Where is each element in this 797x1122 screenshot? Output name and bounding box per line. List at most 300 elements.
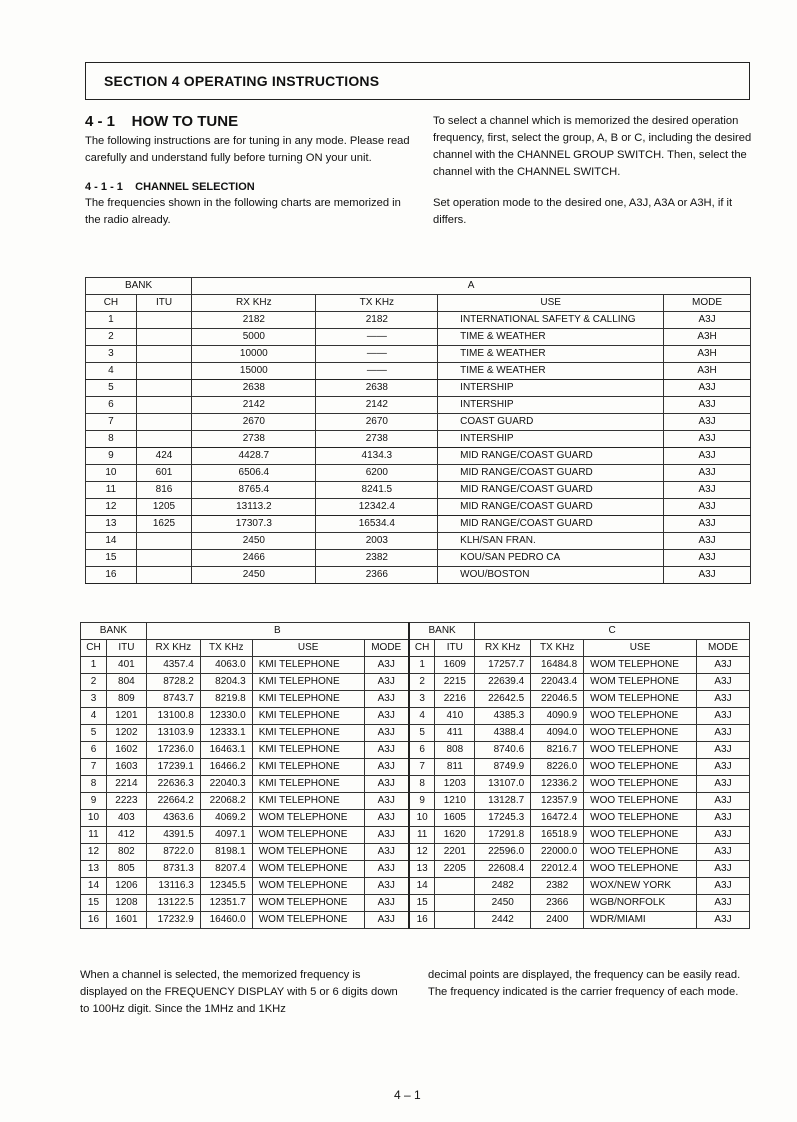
tx-khz-cell: 2142: [316, 397, 438, 414]
itu-cell: 1202: [106, 725, 146, 742]
rx-khz-cell: 17307.3: [192, 516, 316, 533]
use-cell: WOU/BOSTON: [438, 567, 664, 584]
tx-khz-cell: 22040.3: [200, 776, 252, 793]
use-cell: MID RANGE/COAST GUARD: [438, 448, 664, 465]
rx-khz-cell: 4385.3: [475, 708, 531, 725]
itu-cell: [136, 533, 191, 550]
mode-cell: A3J: [664, 397, 751, 414]
use-cell: KMI TELEPHONE: [252, 793, 364, 810]
rx-khz-cell: 4388.4: [475, 725, 531, 742]
rx-khz-cell: 2638: [192, 380, 316, 397]
mode-cell: A3J: [664, 414, 751, 431]
rx-khz-cell: 8728.2: [146, 674, 200, 691]
rx-khz-cell: 2442: [475, 912, 531, 929]
itu-cell: 811: [435, 759, 475, 776]
ch-cell: 9: [81, 793, 107, 810]
mode-header: MODE: [364, 640, 409, 657]
use-cell: WOO TELEPHONE: [584, 725, 697, 742]
ch-cell: 9: [86, 448, 137, 465]
rx-khz-cell: 13113.2: [192, 499, 316, 516]
rx-khz-cell: 8765.4: [192, 482, 316, 499]
tx-khz-cell: 22068.2: [200, 793, 252, 810]
itu-cell: 411: [435, 725, 475, 742]
use-cell: KMI TELEPHONE: [252, 759, 364, 776]
use-cell: WOM TELEPHONE: [252, 861, 364, 878]
mode-cell: A3J: [364, 810, 409, 827]
bank-b-name: B: [146, 623, 409, 640]
table-row: [86, 499, 751, 516]
ch-cell: 7: [81, 759, 107, 776]
table-row: [81, 810, 750, 827]
use-cell: MID RANGE/COAST GUARD: [438, 499, 664, 516]
table-row: [86, 346, 751, 363]
itu-cell: 424: [136, 448, 191, 465]
tx-khz-header: TX KHz: [200, 640, 252, 657]
use-cell: WOM TELEPHONE: [252, 878, 364, 895]
itu-cell: 412: [106, 827, 146, 844]
use-header: USE: [438, 295, 664, 312]
mode-cell: A3J: [664, 380, 751, 397]
mode-cell: A3J: [364, 657, 409, 674]
use-cell: WOO TELEPHONE: [584, 776, 697, 793]
tx-khz-cell: 22043.4: [531, 674, 584, 691]
ch-cell: 9: [409, 793, 435, 810]
ch-cell: 4: [86, 363, 137, 380]
ch-cell: 1: [81, 657, 107, 674]
table-row: [86, 329, 751, 346]
table-row: [86, 550, 751, 567]
bank-c-name: C: [475, 623, 750, 640]
ch-cell: 3: [81, 691, 107, 708]
mode-header: MODE: [664, 295, 751, 312]
mode-cell: A3J: [364, 895, 409, 912]
itu-cell: [136, 329, 191, 346]
tx-khz-cell: 4090.9: [531, 708, 584, 725]
table-row: [81, 895, 750, 912]
ch-cell: 11: [86, 482, 137, 499]
bank-a-rows: [86, 312, 751, 584]
rx-khz-cell: 22642.5: [475, 691, 531, 708]
use-header: USE: [252, 640, 364, 657]
table-row: [81, 878, 750, 895]
mode-cell: A3J: [697, 810, 750, 827]
ch-cell: 2: [86, 329, 137, 346]
bank-b-label: BANK: [81, 623, 147, 640]
use-cell: KMI TELEPHONE: [252, 708, 364, 725]
bank-name: A: [192, 278, 751, 295]
table-row: [81, 691, 750, 708]
mode-cell: A3J: [697, 742, 750, 759]
rx-khz-cell: 13103.9: [146, 725, 200, 742]
bank-bc-rows: [81, 657, 750, 929]
itu-cell: [136, 567, 191, 584]
use-cell: INTERSHIP: [438, 397, 664, 414]
rx-khz-cell: 13128.7: [475, 793, 531, 810]
ch-cell: 10: [409, 810, 435, 827]
itu-cell: 805: [106, 861, 146, 878]
bank-label: BANK: [86, 278, 192, 295]
right-column: [433, 113, 753, 229]
tx-khz-cell: 4063.0: [200, 657, 252, 674]
mode-cell: A3J: [364, 912, 409, 929]
ch-cell: 11: [409, 827, 435, 844]
mode-header: MODE: [697, 640, 750, 657]
ch-cell: 8: [409, 776, 435, 793]
rx-khz-cell: 15000: [192, 363, 316, 380]
ch-cell: 12: [86, 499, 137, 516]
table-row: [81, 844, 750, 861]
itu-cell: 1201: [106, 708, 146, 725]
table-row: [86, 465, 751, 482]
itu-cell: [136, 346, 191, 363]
rx-khz-cell: 2450: [192, 533, 316, 550]
itu-cell: [136, 431, 191, 448]
rx-khz-cell: 17257.7: [475, 657, 531, 674]
rx-khz-cell: 22596.0: [475, 844, 531, 861]
mode-cell: A3J: [664, 465, 751, 482]
table-row: [81, 708, 750, 725]
tx-khz-cell: 4094.0: [531, 725, 584, 742]
rx-khz-cell: 4363.6: [146, 810, 200, 827]
tx-khz-cell: 2003: [316, 533, 438, 550]
itu-cell: [136, 380, 191, 397]
mode-cell: A3J: [664, 312, 751, 329]
table-row: [86, 567, 751, 584]
mode-cell: A3J: [364, 759, 409, 776]
use-cell: MID RANGE/COAST GUARD: [438, 482, 664, 499]
itu-cell: 1609: [435, 657, 475, 674]
ch-cell: 6: [81, 742, 107, 759]
rx-khz-cell: 2670: [192, 414, 316, 431]
table-row: [86, 448, 751, 465]
ch-cell: 1: [409, 657, 435, 674]
mode-cell: A3J: [364, 742, 409, 759]
channel-select-paragraph: To select a channel which is memorized the desired operation frequency, first, select the group, A, B or C, including the desired channel with the CHANNEL GROUP SWITCH. Then, select the channel with the CHANNEL SWITCH.: [433, 115, 752, 178]
tx-khz-cell: 8198.1: [200, 844, 252, 861]
itu-cell: 2216: [435, 691, 475, 708]
rx-khz-cell: 2142: [192, 397, 316, 414]
tx-khz-cell: 8204.3: [200, 674, 252, 691]
mode-cell: A3H: [664, 363, 751, 380]
use-cell: WOM TELEPHONE: [252, 844, 364, 861]
mode-cell: A3J: [364, 725, 409, 742]
tx-khz-cell: 2738: [316, 431, 438, 448]
use-cell: TIME & WEATHER: [438, 346, 664, 363]
mode-cell: A3J: [697, 878, 750, 895]
rx-khz-cell: 2182: [192, 312, 316, 329]
itu-cell: 809: [106, 691, 146, 708]
mode-cell: A3J: [697, 827, 750, 844]
tx-khz-cell: 12330.0: [200, 708, 252, 725]
mode-cell: A3J: [364, 878, 409, 895]
ch-cell: 15: [86, 550, 137, 567]
tx-khz-header: TX KHz: [316, 295, 438, 312]
tx-khz-cell: 4069.2: [200, 810, 252, 827]
rx-khz-cell: 8731.3: [146, 861, 200, 878]
rx-khz-cell: 22608.4: [475, 861, 531, 878]
tx-khz-cell: ——: [316, 346, 438, 363]
column-header-row: [86, 295, 751, 312]
table-row: [86, 431, 751, 448]
itu-cell: 808: [435, 742, 475, 759]
ch-header: CH: [81, 640, 107, 657]
tx-khz-cell: 12333.1: [200, 725, 252, 742]
use-cell: TIME & WEATHER: [438, 329, 664, 346]
decimal-points-paragraph: decimal points are displayed, the frequency can be easily read. The frequency indicated is the carrier frequency of each mode.: [428, 969, 741, 998]
use-cell: WOM TELEPHONE: [584, 674, 697, 691]
rx-khz-cell: 17245.3: [475, 810, 531, 827]
mode-cell: A3J: [697, 708, 750, 725]
channel-selection-paragraph: The frequencies shown in the following charts are memorized in the radio already.: [85, 197, 401, 226]
mode-cell: A3J: [364, 793, 409, 810]
mode-cell: A3J: [364, 844, 409, 861]
frequency-display-paragraph: When a channel is selected, the memorized frequency is displayed on the FREQUENCY DISPLAY with 5 or 6 digits down to 100Hz digit. Since the 1MHz and 1KHz: [80, 969, 398, 1015]
use-cell: INTERNATIONAL SAFETY & CALLING: [438, 312, 664, 329]
mode-cell: A3J: [664, 499, 751, 516]
itu-cell: 1625: [136, 516, 191, 533]
tx-khz-cell: 22046.5: [531, 691, 584, 708]
heading-how-to-tune: 4 - 1 HOW TO TUNE: [85, 113, 239, 130]
use-cell: KMI TELEPHONE: [252, 742, 364, 759]
mode-cell: A3J: [697, 895, 750, 912]
use-cell: KMI TELEPHONE: [252, 657, 364, 674]
use-cell: INTERSHIP: [438, 380, 664, 397]
mode-cell: A3J: [664, 431, 751, 448]
section-title: SECTION 4 OPERATING INSTRUCTIONS: [104, 73, 380, 89]
rx-khz-cell: 13100.8: [146, 708, 200, 725]
rx-khz-cell: 17239.1: [146, 759, 200, 776]
table-row: [86, 380, 751, 397]
operation-mode-paragraph: Set operation mode to the desired one, A3J, A3A or A3H, if it differs.: [433, 197, 733, 226]
itu-cell: 2214: [106, 776, 146, 793]
ch-cell: 14: [86, 533, 137, 550]
use-cell: WOO TELEPHONE: [584, 793, 697, 810]
tx-khz-cell: 8207.4: [200, 861, 252, 878]
rx-khz-cell: 13107.0: [475, 776, 531, 793]
itu-header: ITU: [106, 640, 146, 657]
ch-cell: 16: [81, 912, 107, 929]
mode-cell: A3J: [364, 776, 409, 793]
table-row: [81, 742, 750, 759]
itu-cell: 1206: [106, 878, 146, 895]
use-header: USE: [584, 640, 697, 657]
tx-khz-cell: 2670: [316, 414, 438, 431]
tx-khz-cell: 2366: [531, 895, 584, 912]
itu-cell: [136, 363, 191, 380]
ch-cell: 5: [409, 725, 435, 742]
tx-khz-cell: 2366: [316, 567, 438, 584]
use-cell: WOO TELEPHONE: [584, 742, 697, 759]
tx-khz-cell: 12345.5: [200, 878, 252, 895]
mode-cell: A3J: [697, 657, 750, 674]
mode-cell: A3J: [697, 912, 750, 929]
itu-cell: [136, 312, 191, 329]
ch-cell: 15: [81, 895, 107, 912]
ch-cell: 6: [86, 397, 137, 414]
itu-header: ITU: [435, 640, 475, 657]
rx-khz-cell: 17291.8: [475, 827, 531, 844]
mode-cell: A3J: [697, 793, 750, 810]
table-row: [86, 533, 751, 550]
itu-cell: [435, 895, 475, 912]
table-row: [86, 363, 751, 380]
itu-cell: 1210: [435, 793, 475, 810]
ch-header: CH: [409, 640, 435, 657]
ch-cell: 5: [86, 380, 137, 397]
mode-cell: A3J: [664, 448, 751, 465]
rx-khz-cell: 5000: [192, 329, 316, 346]
itu-cell: 1205: [136, 499, 191, 516]
ch-cell: 3: [409, 691, 435, 708]
table-row: [86, 312, 751, 329]
ch-cell: 2: [81, 674, 107, 691]
tx-khz-cell: 8216.7: [531, 742, 584, 759]
use-cell: WOM TELEPHONE: [252, 912, 364, 929]
ch-cell: 7: [86, 414, 137, 431]
bank-a-table: [85, 277, 751, 584]
itu-cell: 401: [106, 657, 146, 674]
itu-cell: 802: [106, 844, 146, 861]
tx-khz-header: TX KHz: [531, 640, 584, 657]
rx-khz-cell: 4357.4: [146, 657, 200, 674]
rx-khz-header: RX KHz: [475, 640, 531, 657]
table-row: [86, 414, 751, 431]
tx-khz-cell: 22012.4: [531, 861, 584, 878]
itu-cell: [136, 550, 191, 567]
rx-khz-cell: 8722.0: [146, 844, 200, 861]
mode-cell: A3J: [697, 674, 750, 691]
ch-cell: 2: [409, 674, 435, 691]
rx-khz-cell: 22664.2: [146, 793, 200, 810]
table-row: [86, 516, 751, 533]
rx-khz-cell: 8749.9: [475, 759, 531, 776]
use-cell: WOM TELEPHONE: [584, 657, 697, 674]
ch-cell: 4: [409, 708, 435, 725]
tx-khz-cell: 12342.4: [316, 499, 438, 516]
ch-cell: 13: [409, 861, 435, 878]
ch-cell: 6: [409, 742, 435, 759]
mode-cell: A3J: [664, 516, 751, 533]
mode-cell: A3J: [697, 776, 750, 793]
tx-khz-cell: 22000.0: [531, 844, 584, 861]
ch-cell: 3: [86, 346, 137, 363]
tx-khz-cell: 16484.8: [531, 657, 584, 674]
mode-cell: A3H: [664, 329, 751, 346]
tx-khz-cell: 2382: [531, 878, 584, 895]
mode-cell: A3H: [664, 346, 751, 363]
tx-khz-cell: 16518.9: [531, 827, 584, 844]
bank-c-label: BANK: [409, 623, 475, 640]
use-cell: KMI TELEPHONE: [252, 691, 364, 708]
ch-cell: 10: [81, 810, 107, 827]
table-row: [81, 912, 750, 929]
mode-cell: A3J: [697, 759, 750, 776]
use-cell: KMI TELEPHONE: [252, 776, 364, 793]
tx-khz-cell: 6200: [316, 465, 438, 482]
table-row: [81, 725, 750, 742]
rx-khz-header: RX KHz: [146, 640, 200, 657]
itu-cell: 1602: [106, 742, 146, 759]
tx-khz-cell: 4134.3: [316, 448, 438, 465]
use-cell: TIME & WEATHER: [438, 363, 664, 380]
itu-cell: 2205: [435, 861, 475, 878]
mode-cell: A3J: [364, 674, 409, 691]
table-row: [86, 397, 751, 414]
itu-header: ITU: [136, 295, 191, 312]
rx-khz-cell: 2466: [192, 550, 316, 567]
tx-khz-cell: 2382: [316, 550, 438, 567]
use-cell: WDR/MIAMI: [584, 912, 697, 929]
tx-khz-cell: 8226.0: [531, 759, 584, 776]
rx-khz-cell: 22639.4: [475, 674, 531, 691]
itu-cell: [136, 397, 191, 414]
use-cell: WOO TELEPHONE: [584, 810, 697, 827]
rx-khz-header: RX KHz: [192, 295, 316, 312]
table-row: [81, 776, 750, 793]
use-cell: KLH/SAN FRAN.: [438, 533, 664, 550]
tx-khz-cell: 2400: [531, 912, 584, 929]
section-header-box: [85, 62, 750, 100]
tx-khz-cell: 16460.0: [200, 912, 252, 929]
itu-cell: 1203: [435, 776, 475, 793]
itu-cell: 816: [136, 482, 191, 499]
rx-khz-cell: 2482: [475, 878, 531, 895]
itu-cell: 1620: [435, 827, 475, 844]
table-row: [81, 759, 750, 776]
rx-khz-cell: 2450: [192, 567, 316, 584]
ch-cell: 13: [81, 861, 107, 878]
itu-cell: [435, 878, 475, 895]
itu-cell: 410: [435, 708, 475, 725]
heading-channel-selection: 4 - 1 - 1 CHANNEL SELECTION: [85, 181, 255, 193]
tx-khz-cell: 12357.9: [531, 793, 584, 810]
mode-cell: A3J: [697, 691, 750, 708]
tx-khz-cell: ——: [316, 329, 438, 346]
tx-khz-cell: 12336.2: [531, 776, 584, 793]
ch-cell: 16: [409, 912, 435, 929]
use-cell: WOO TELEPHONE: [584, 827, 697, 844]
itu-cell: 601: [136, 465, 191, 482]
ch-cell: 12: [81, 844, 107, 861]
page-number: 4 – 1: [394, 1088, 421, 1102]
table-row: [81, 674, 750, 691]
ch-cell: 10: [86, 465, 137, 482]
ch-cell: 16: [86, 567, 137, 584]
mode-cell: A3J: [364, 708, 409, 725]
rx-khz-cell: 13122.5: [146, 895, 200, 912]
rx-khz-cell: 6506.4: [192, 465, 316, 482]
ch-cell: 1: [86, 312, 137, 329]
use-cell: WOM TELEPHONE: [252, 827, 364, 844]
tx-khz-cell: 16466.2: [200, 759, 252, 776]
bottom-left-column: [80, 967, 402, 1018]
tx-khz-cell: 16534.4: [316, 516, 438, 533]
use-cell: KMI TELEPHONE: [252, 674, 364, 691]
mode-cell: A3J: [664, 550, 751, 567]
rx-khz-cell: 8740.6: [475, 742, 531, 759]
mode-cell: A3J: [364, 827, 409, 844]
use-cell: MID RANGE/COAST GUARD: [438, 465, 664, 482]
use-cell: WOO TELEPHONE: [584, 708, 697, 725]
itu-cell: 804: [106, 674, 146, 691]
use-cell: WOX/NEW YORK: [584, 878, 697, 895]
ch-cell: 13: [86, 516, 137, 533]
rx-khz-cell: 4428.7: [192, 448, 316, 465]
use-cell: COAST GUARD: [438, 414, 664, 431]
tx-khz-cell: 16472.4: [531, 810, 584, 827]
table-row: [81, 793, 750, 810]
itu-cell: 1603: [106, 759, 146, 776]
